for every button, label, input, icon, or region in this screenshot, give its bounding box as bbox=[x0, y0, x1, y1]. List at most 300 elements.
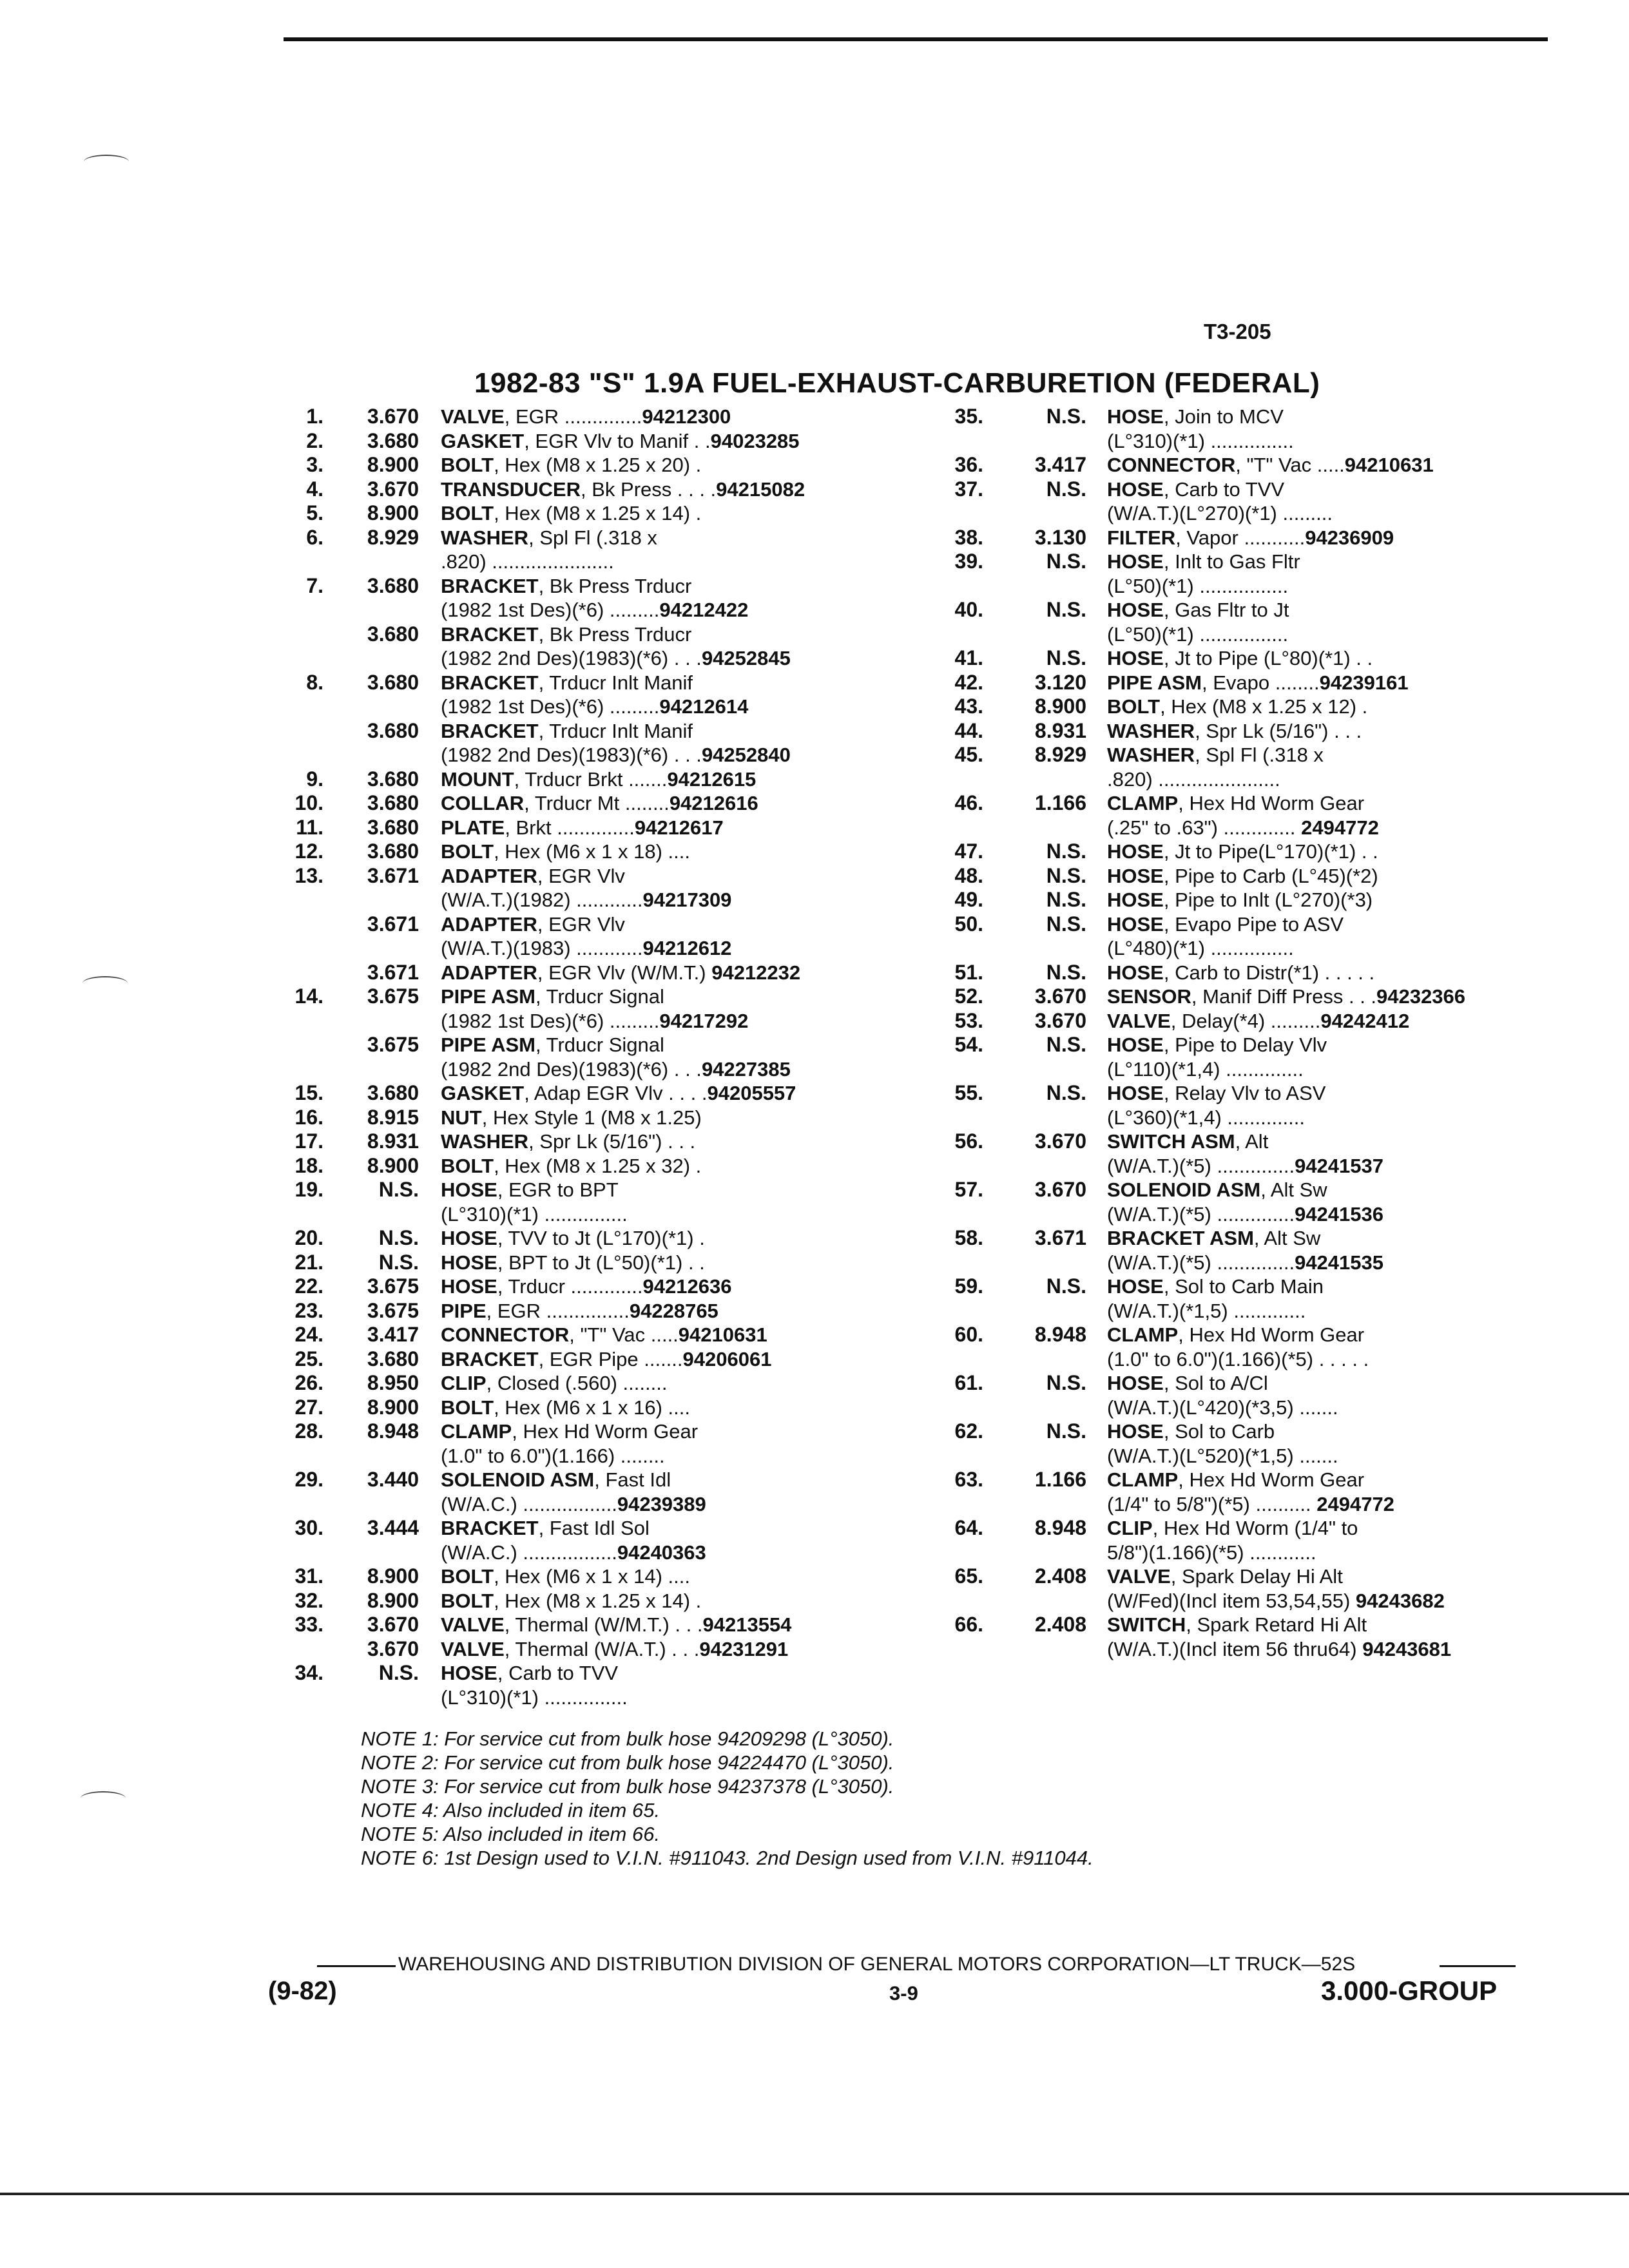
part-detail: , EGR .............. bbox=[504, 405, 642, 428]
part-detail: , Sol to A/Cl bbox=[1163, 1372, 1268, 1394]
item-number: 20. bbox=[294, 1226, 323, 1249]
part-description bbox=[1107, 1106, 1565, 1130]
part-description bbox=[1107, 912, 1565, 937]
part-detail: , Carb to Distr(*1) . . . . . bbox=[1163, 961, 1375, 984]
part-detail: , Trducr ............. bbox=[497, 1275, 643, 1298]
part-detail: , Hex Hd Worm Gear bbox=[1178, 792, 1365, 814]
item-number: 36. bbox=[954, 453, 983, 476]
part-name: SWITCH ASM bbox=[1107, 1130, 1235, 1153]
part-name: BOLT bbox=[441, 1589, 494, 1612]
part-name: HOSE bbox=[1107, 647, 1164, 669]
part-description bbox=[441, 1419, 928, 1444]
part-row bbox=[925, 888, 1565, 912]
part-number: 94213554 bbox=[702, 1613, 792, 1636]
item-number: 45. bbox=[954, 743, 983, 766]
part-name: BOLT bbox=[441, 502, 494, 524]
group-number: 8.948 bbox=[367, 1419, 419, 1443]
part-name: NUT bbox=[441, 1106, 482, 1129]
part-detail: , Hex (M8 x 1.25 x 12) . bbox=[1160, 695, 1368, 718]
part-description bbox=[1107, 1564, 1565, 1589]
item-number: 53. bbox=[954, 1008, 983, 1032]
item-number: 43. bbox=[954, 695, 983, 718]
item-number: 6. bbox=[306, 525, 323, 549]
part-detail: (.25" to .63") ............. bbox=[1107, 816, 1302, 839]
footer-date: (9-82) bbox=[268, 1977, 337, 2005]
group-number: 3.671 bbox=[367, 863, 419, 887]
footer-division-text: WAREHOUSING AND DISTRIBUTION DIVISION OF GENERAL MOTORS CORPORATION—LT TRUCK—52S bbox=[398, 1954, 1356, 1975]
group-number: 3.680 bbox=[367, 815, 419, 839]
item-number: 46. bbox=[954, 791, 983, 814]
part-detail: .820) ...................... bbox=[441, 550, 614, 573]
part-description bbox=[1107, 1033, 1565, 1057]
part-detail: , Hex (M6 x 1 x 16) .... bbox=[494, 1396, 690, 1419]
part-row bbox=[284, 1106, 928, 1130]
item-number: 32. bbox=[294, 1588, 323, 1612]
part-name: PIPE ASM bbox=[441, 1033, 535, 1056]
item-number: 23. bbox=[294, 1298, 323, 1322]
margin-mark bbox=[82, 976, 128, 990]
item-number: 10. bbox=[294, 791, 323, 814]
part-name: PIPE ASM bbox=[1107, 671, 1202, 694]
part-description bbox=[1107, 840, 1565, 864]
footer-dash bbox=[317, 1965, 396, 1967]
part-name: HOSE bbox=[1107, 1033, 1164, 1056]
part-description bbox=[441, 719, 928, 744]
group-number: 3.680 bbox=[367, 791, 419, 814]
group-number: N.S. bbox=[378, 1226, 419, 1249]
part-detail: , "T" Vac ..... bbox=[1235, 454, 1345, 476]
part-description bbox=[1107, 1226, 1565, 1251]
part-description bbox=[441, 1299, 928, 1323]
item-number: 42. bbox=[954, 670, 983, 694]
part-detail: , Trducr Signal bbox=[535, 985, 664, 1008]
part-row bbox=[925, 864, 1565, 889]
group-number: 8.900 bbox=[367, 1153, 419, 1177]
note-line: NOTE 1: For service cut from bulk hose 94209298 (L°3050). bbox=[361, 1727, 894, 1750]
part-number: 94241535 bbox=[1295, 1251, 1384, 1274]
part-row bbox=[284, 1299, 928, 1323]
item-number: 19. bbox=[294, 1178, 323, 1201]
part-number: 94212616 bbox=[669, 792, 758, 814]
part-row bbox=[284, 622, 928, 671]
part-detail: (1982 1st Des)(*6) ......... bbox=[441, 695, 660, 718]
part-name: HOSE bbox=[441, 1227, 497, 1249]
part-description bbox=[441, 1154, 928, 1178]
item-number: 14. bbox=[294, 985, 323, 1008]
part-name: HOSE bbox=[1107, 1372, 1164, 1394]
part-name: CLAMP bbox=[1107, 792, 1179, 814]
item-number: 41. bbox=[954, 646, 983, 669]
part-row bbox=[284, 1129, 928, 1154]
part-row bbox=[284, 1033, 928, 1081]
part-name: HOSE bbox=[1107, 1275, 1164, 1298]
part-description bbox=[441, 936, 928, 961]
group-number: N.S. bbox=[1046, 1274, 1086, 1298]
part-description bbox=[1107, 985, 1565, 1009]
note-line: NOTE 3: For service cut from bulk hose 94237378 (L°3050). bbox=[361, 1775, 894, 1798]
part-name: HOSE bbox=[441, 1178, 497, 1201]
item-number: 4. bbox=[306, 477, 323, 501]
part-description bbox=[441, 888, 928, 912]
part-row bbox=[284, 1661, 928, 1709]
group-number: N.S. bbox=[1046, 646, 1086, 669]
part-description bbox=[1107, 1178, 1565, 1202]
part-detail: (1982 1st Des)(*6) ......... bbox=[441, 1009, 660, 1032]
part-description bbox=[441, 453, 928, 477]
part-detail: (W/A.T.)(*1,5) ............. bbox=[1107, 1299, 1306, 1322]
part-description bbox=[441, 1106, 928, 1130]
part-description bbox=[1107, 501, 1565, 526]
item-number: 16. bbox=[294, 1105, 323, 1129]
part-description bbox=[1107, 791, 1565, 816]
item-number: 22. bbox=[294, 1274, 323, 1298]
group-number: 3.675 bbox=[367, 1274, 419, 1298]
part-description bbox=[441, 1251, 928, 1275]
part-detail: , Spl Fl (.318 x bbox=[1195, 744, 1324, 766]
part-description bbox=[1107, 1347, 1565, 1372]
item-number: 29. bbox=[294, 1468, 323, 1491]
part-name: WASHER bbox=[1107, 744, 1195, 766]
group-number: 3.670 bbox=[1034, 1178, 1086, 1201]
part-detail: , EGR Vlv (W/M.T.) bbox=[537, 961, 712, 984]
part-detail: (L°310)(*1) ............... bbox=[1107, 429, 1294, 452]
part-description bbox=[1107, 961, 1565, 985]
item-number: 37. bbox=[954, 477, 983, 501]
part-row bbox=[925, 1323, 1565, 1371]
part-description bbox=[1107, 1081, 1565, 1106]
part-row bbox=[284, 1274, 928, 1299]
group-number: 3.670 bbox=[367, 1637, 419, 1660]
part-row bbox=[925, 550, 1565, 598]
group-number: N.S. bbox=[1046, 477, 1086, 501]
part-description bbox=[441, 1613, 928, 1637]
part-description bbox=[441, 1129, 928, 1154]
part-detail: , Hex (M8 x 1.25 x 14) . bbox=[494, 502, 702, 524]
margin-mark bbox=[84, 155, 129, 169]
part-number: 94210631 bbox=[678, 1323, 767, 1346]
part-detail: , Bk Press . . . . bbox=[581, 477, 717, 501]
part-description bbox=[1107, 1323, 1565, 1347]
part-name: BRACKET bbox=[441, 622, 539, 646]
note-line: NOTE 6: 1st Design used to V.I.N. #911043. 2nd Design used from V.I.N. #911044. bbox=[361, 1847, 1094, 1869]
part-row bbox=[284, 961, 928, 985]
group-number: 3.440 bbox=[367, 1468, 419, 1491]
part-row bbox=[925, 912, 1565, 961]
part-detail: (W/A.T.)(L°420)(*3,5) ....... bbox=[1107, 1396, 1338, 1419]
item-number: 51. bbox=[954, 960, 983, 984]
item-number: 28. bbox=[294, 1419, 323, 1443]
group-number: 3.671 bbox=[367, 960, 419, 984]
group-number: 8.900 bbox=[367, 1564, 419, 1588]
item-number: 27. bbox=[294, 1395, 323, 1419]
part-description bbox=[441, 1009, 928, 1033]
part-description bbox=[1107, 936, 1565, 961]
part-detail: (1.0" to 6.0")(1.166) ........ bbox=[441, 1444, 665, 1467]
item-number: 9. bbox=[306, 767, 323, 791]
item-number: 39. bbox=[954, 550, 983, 573]
part-number: 94212300 bbox=[642, 405, 731, 428]
part-detail: (W/A.T.)(L°520)(*1,5) ....... bbox=[1107, 1444, 1338, 1467]
group-number: 3.680 bbox=[367, 573, 419, 597]
part-description bbox=[441, 1033, 928, 1057]
part-detail: , Alt Sw bbox=[1253, 1227, 1321, 1249]
part-name: WASHER bbox=[441, 526, 529, 549]
part-name: VALVE bbox=[441, 1613, 505, 1636]
item-number: 54. bbox=[954, 1033, 983, 1056]
part-detail: (L°310)(*1) ............... bbox=[441, 1202, 628, 1225]
part-name: CONNECTOR bbox=[1107, 454, 1236, 476]
part-name: HOSE bbox=[1107, 912, 1164, 936]
part-detail: , Hex (M8 x 1.25 x 14) . bbox=[494, 1589, 702, 1612]
part-detail: , Bk Press Trducr bbox=[538, 622, 692, 646]
part-row bbox=[284, 1589, 928, 1613]
part-detail: , Pipe to Delay Vlv bbox=[1163, 1033, 1327, 1056]
group-number: N.S. bbox=[1046, 960, 1086, 984]
part-row bbox=[925, 1226, 1565, 1274]
footer-dash bbox=[1440, 1965, 1516, 1967]
item-number: 11. bbox=[296, 815, 323, 839]
part-name: ADAPTER bbox=[441, 864, 537, 887]
part-description bbox=[441, 1274, 928, 1299]
part-description bbox=[1107, 405, 1565, 429]
part-number: 2494772 bbox=[1316, 1492, 1394, 1515]
part-name: CONNECTOR bbox=[441, 1323, 570, 1346]
group-number: 3.130 bbox=[1034, 525, 1086, 549]
part-name: CLAMP bbox=[441, 1420, 512, 1443]
part-name: HOSE bbox=[1107, 889, 1164, 911]
group-number: N.S. bbox=[378, 1178, 419, 1201]
group-number: N.S. bbox=[1046, 840, 1086, 863]
part-description bbox=[441, 743, 928, 767]
part-detail: , Pipe to Carb (L°45)(*2) bbox=[1163, 864, 1378, 887]
group-number: N.S. bbox=[1046, 912, 1086, 936]
part-detail: , EGR Pipe ....... bbox=[538, 1347, 683, 1370]
group-number: 3.670 bbox=[367, 477, 419, 501]
part-name: HOSE bbox=[441, 1251, 497, 1274]
group-number: 3.680 bbox=[367, 767, 419, 791]
part-description bbox=[441, 501, 928, 526]
item-number: 56. bbox=[954, 1129, 983, 1153]
item-number: 47. bbox=[954, 840, 983, 863]
part-detail: (1982 2nd Des)(1983)(*6) . . . bbox=[441, 744, 702, 766]
part-detail: (W/A.T.)(1982) ............ bbox=[441, 889, 643, 911]
part-row bbox=[284, 1154, 928, 1178]
part-description bbox=[1107, 598, 1565, 622]
group-number: N.S. bbox=[1046, 1371, 1086, 1394]
part-name: BOLT bbox=[441, 454, 494, 476]
group-number: 3.670 bbox=[1034, 985, 1086, 1008]
part-row bbox=[284, 816, 928, 840]
part-name: CLIP bbox=[441, 1372, 487, 1394]
part-description bbox=[1107, 622, 1565, 647]
item-number: 59. bbox=[954, 1274, 983, 1298]
part-row bbox=[925, 985, 1565, 1009]
group-number: 3.680 bbox=[367, 622, 419, 646]
item-number: 24. bbox=[294, 1323, 323, 1346]
part-detail: , Pipe to Inlt (L°270)(*3) bbox=[1163, 889, 1373, 911]
group-number: 8.948 bbox=[1034, 1516, 1086, 1539]
part-name: WASHER bbox=[1107, 719, 1195, 742]
group-number: 8.900 bbox=[367, 1588, 419, 1612]
part-row bbox=[925, 405, 1565, 453]
group-number: 3.670 bbox=[367, 1613, 419, 1636]
item-number: 5. bbox=[306, 501, 323, 524]
part-description bbox=[1107, 526, 1565, 550]
group-number: 3.444 bbox=[367, 1516, 419, 1539]
part-row bbox=[284, 1178, 928, 1226]
part-row bbox=[284, 1347, 928, 1372]
part-description bbox=[1107, 453, 1565, 477]
part-detail: , EGR ............... bbox=[486, 1299, 630, 1322]
part-description bbox=[1107, 1468, 1565, 1492]
part-description bbox=[441, 985, 928, 1009]
part-row bbox=[925, 1178, 1565, 1226]
part-name: HOSE bbox=[1107, 961, 1164, 984]
part-description bbox=[441, 912, 928, 937]
part-name: VALVE bbox=[441, 405, 505, 428]
part-detail: , Vapor ........... bbox=[1175, 526, 1306, 549]
item-number: 2. bbox=[306, 428, 323, 452]
group-number: 3.680 bbox=[367, 1347, 419, 1370]
part-name: VALVE bbox=[441, 1637, 505, 1660]
part-detail: , Hex Hd Worm Gear bbox=[1178, 1323, 1365, 1346]
item-number: 40. bbox=[954, 598, 983, 621]
part-description bbox=[441, 1226, 928, 1251]
part-detail: , Trducr Inlt Manif bbox=[538, 671, 693, 694]
part-description bbox=[441, 646, 928, 671]
part-description bbox=[441, 1541, 928, 1565]
part-row bbox=[925, 1009, 1565, 1033]
item-number: 57. bbox=[954, 1178, 983, 1201]
part-description bbox=[1107, 671, 1565, 695]
part-detail: (W/A.T.)(*5) .............. bbox=[1107, 1251, 1295, 1274]
item-number: 30. bbox=[294, 1516, 323, 1539]
group-number: 3.120 bbox=[1034, 670, 1086, 694]
part-row bbox=[925, 791, 1565, 840]
part-number: 94239161 bbox=[1319, 671, 1409, 694]
part-detail: , EGR to BPT bbox=[497, 1178, 619, 1201]
part-description bbox=[1107, 429, 1565, 454]
part-description bbox=[1107, 719, 1565, 744]
part-detail: , Hex Style 1 (M8 x 1.25) bbox=[481, 1106, 702, 1129]
part-detail: , Trducr Inlt Manif bbox=[538, 719, 693, 742]
part-description bbox=[1107, 816, 1565, 840]
part-description bbox=[1107, 1637, 1565, 1662]
part-row bbox=[925, 1371, 1565, 1419]
part-name: GASKET bbox=[441, 429, 525, 452]
footer-page-number: 3-9 bbox=[889, 1982, 918, 2004]
part-description bbox=[441, 1371, 928, 1396]
part-name: HOSE bbox=[1107, 840, 1164, 863]
part-name: BRACKET ASM bbox=[1107, 1227, 1254, 1249]
part-description bbox=[441, 574, 928, 599]
part-name: BOLT bbox=[441, 1565, 494, 1588]
part-description bbox=[441, 1444, 928, 1468]
part-detail: , Sol to Carb Main bbox=[1163, 1275, 1324, 1298]
part-detail: , Adap EGR Vlv . . . . bbox=[524, 1082, 708, 1104]
part-name: BRACKET bbox=[441, 671, 539, 694]
part-row bbox=[925, 1564, 1565, 1613]
part-detail: , Trducr Signal bbox=[535, 1033, 664, 1056]
part-detail: (1.0" to 6.0")(1.166)(*5) . . . . . bbox=[1107, 1347, 1369, 1370]
part-row bbox=[284, 1613, 928, 1637]
part-row bbox=[284, 791, 928, 816]
item-number: 7. bbox=[306, 573, 323, 597]
group-number: 3.680 bbox=[367, 718, 419, 742]
part-number: 94243682 bbox=[1355, 1589, 1445, 1612]
part-row bbox=[284, 1516, 928, 1564]
part-row bbox=[925, 743, 1565, 791]
part-name: PLATE bbox=[441, 816, 505, 839]
part-row bbox=[925, 1081, 1565, 1129]
part-detail: , Trducr Mt ........ bbox=[524, 792, 670, 814]
part-description bbox=[1107, 888, 1565, 912]
part-name: SOLENOID ASM bbox=[441, 1468, 595, 1491]
part-description bbox=[441, 1057, 928, 1082]
part-detail: , Hex (M6 x 1 x 14) .... bbox=[494, 1565, 690, 1588]
item-number: 21. bbox=[294, 1250, 323, 1274]
part-number: 94023285 bbox=[710, 429, 800, 452]
group-number: N.S. bbox=[378, 1661, 419, 1684]
part-name: COLLAR bbox=[441, 792, 525, 814]
part-description bbox=[1107, 1009, 1565, 1033]
group-number: N.S. bbox=[1046, 1081, 1086, 1104]
parts-column-right bbox=[925, 405, 1565, 1661]
part-detail: (L°360)(*1,4) .............. bbox=[1107, 1106, 1306, 1129]
part-description bbox=[441, 477, 928, 502]
part-row bbox=[925, 1613, 1565, 1661]
part-description bbox=[441, 1468, 928, 1492]
part-description bbox=[1107, 1371, 1565, 1396]
part-detail: , Thermal (W/M.T.) . . . bbox=[504, 1613, 703, 1636]
part-detail: (1982 2nd Des)(1983)(*6) . . . bbox=[441, 647, 702, 669]
part-description bbox=[1107, 1444, 1565, 1468]
group-number: 3.417 bbox=[1034, 453, 1086, 476]
part-number: 94232366 bbox=[1376, 985, 1465, 1008]
part-detail: , Hex Hd Worm (1/4" to bbox=[1152, 1517, 1358, 1539]
part-name: BRACKET bbox=[441, 1517, 539, 1539]
item-number: 34. bbox=[294, 1661, 323, 1684]
part-number: 94240363 bbox=[617, 1541, 706, 1564]
part-detail: (1982 1st Des)(*6) ......... bbox=[441, 599, 660, 621]
part-description bbox=[1107, 574, 1565, 599]
part-number: 94210631 bbox=[1344, 454, 1434, 476]
part-number: 94212617 bbox=[634, 816, 724, 839]
note-line: NOTE 2: For service cut from bulk hose 94224470 (L°3050). bbox=[361, 1751, 894, 1774]
item-number: 17. bbox=[294, 1129, 323, 1153]
part-description bbox=[441, 816, 928, 840]
part-name: HOSE bbox=[441, 1275, 497, 1298]
part-row bbox=[284, 405, 928, 429]
part-detail: , Hex Hd Worm Gear bbox=[512, 1420, 699, 1443]
part-detail: , Jt to Pipe (L°80)(*1) . . bbox=[1163, 647, 1373, 669]
part-detail: (W/A.T.)(1983) ............ bbox=[441, 937, 643, 959]
group-number: N.S. bbox=[1046, 888, 1086, 911]
item-number: 8. bbox=[306, 670, 323, 694]
group-number: 8.929 bbox=[1034, 743, 1086, 766]
part-name: PIPE ASM bbox=[441, 985, 535, 1008]
part-number: 94252840 bbox=[701, 744, 791, 766]
part-description bbox=[1107, 1154, 1565, 1178]
part-detail: , EGR Vlv bbox=[537, 912, 625, 936]
part-detail: , Hex (M8 x 1.25 x 20) . bbox=[494, 454, 702, 476]
part-description bbox=[1107, 1589, 1565, 1613]
part-name: CLIP bbox=[1107, 1517, 1153, 1539]
part-detail: , Delay(*4) ......... bbox=[1170, 1009, 1321, 1032]
group-number: 2.408 bbox=[1034, 1613, 1086, 1636]
item-number: 61. bbox=[954, 1371, 983, 1394]
part-number: 94217292 bbox=[659, 1009, 749, 1032]
